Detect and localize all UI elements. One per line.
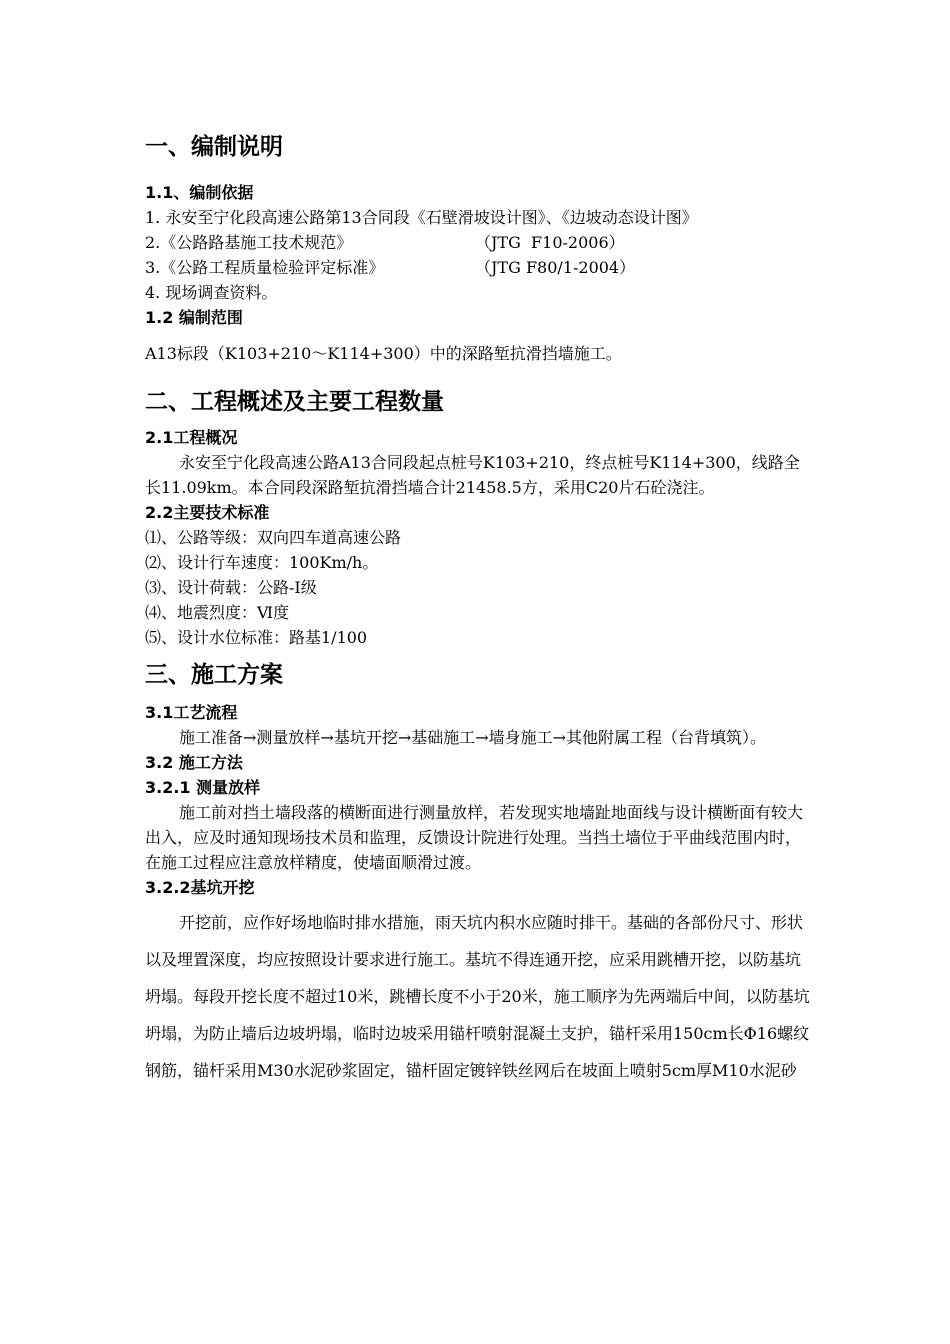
standard-item-2: ⑵、设计行车速度：100Km/h。 [145, 553, 379, 572]
basis-item-2-code: （JTG F10-2006） [475, 233, 625, 252]
basis-item-2 [145, 230, 810, 255]
process-flow-text: 施工准备→测量放样→基坑开挖→基础施工→墙身施工→其他附属工程（台背填筑）。 [179, 728, 767, 747]
basis-item-2-name: 2.《公路路基施工技术规范》 [145, 233, 353, 252]
section-1-1-title: 1.1、编制依据 [145, 183, 254, 202]
section-1-title: 一、编制说明 [145, 134, 283, 160]
scope-text: A13标段（K103+210～K114+300）中的深路堑抗滑挡墙施工。 [145, 344, 622, 363]
standard-item-5: ⑸、设计水位标准：路基1/100 [145, 628, 368, 647]
overview-text: 永安至宁化段高速公路A13合同段起点桩号K103+210，终点桩号K114+300，线路全长11.09km。本合同段深路堑抗滑挡墙合计21458.5方，采用C20片石砼浇注。 [145, 453, 800, 497]
section-3-2-1-title: 3.2.1 测量放样 [145, 778, 261, 797]
basis-item-1: 1. 永安至宁化段高速公路第13合同段《石壁滑坡设计图》、《边坡动态设计图》 [145, 208, 698, 227]
section-3-title: 三、施工方案 [145, 662, 283, 688]
survey-text: 施工前对挡土墙段落的横断面进行测量放样，若发现实地墙趾地面线与设计横断面有较大出入，应及时通知现场技术员和监理，反馈设计院进行处理。当挡土墙位于平曲线范围内时，在施工过程应注意放样精度，使墙面顺滑过渡。 [145, 803, 804, 872]
standard-item-3: ⑶、设计荷载：公路-Ⅰ级 [145, 578, 317, 597]
standard-item-1: ⑴、公路等级：双向四车道高速公路 [145, 528, 402, 547]
basis-item-3-name: 3.《公路工程质量检验评定标准》 [145, 258, 385, 277]
section-1-2-title: 1.2 编制范围 [145, 308, 243, 327]
section-3-2-title: 3.2 施工方法 [145, 753, 243, 772]
section-2-1-title: 2.1工程概况 [145, 428, 238, 447]
section-3-1-title: 3.1工艺流程 [145, 703, 238, 722]
excavation-text: 开挖前，应作好场地临时排水措施，雨天坑内积水应随时排干。基础的各部份尺寸、形状以及埋置深度，均应按照设计要求进行施工。基坑不得连通开挖，应采用跳槽开挖，以防基坑坍塌。每段开挖长度不超过10米，跳槽长度不小于20米，施工顺序为先两端后中间，以防基坑坍塌，为防止墙后边坡坍塌，临时边坡采用锚杆喷射混凝土支护，锚杆采用150cm长Φ16螺纹钢筋，锚杆采用M30水泥砂浆固定，锚杆固定镀锌铁丝网后在坡面上喷射5cm厚M10水泥砂 [145, 913, 810, 1080]
standard-item-4: ⑷、地震烈度：Ⅵ度 [145, 603, 290, 622]
basis-item-3 [145, 255, 810, 280]
section-2-title: 二、工程概述及主要工程数量 [145, 389, 444, 415]
section-3-2-2-title: 3.2.2基坑开挖 [145, 878, 255, 897]
basis-item-4: 4. 现场调查资料。 [145, 283, 278, 302]
section-2-2-title: 2.2主要技术标准 [145, 503, 270, 522]
basis-item-3-code: （JTG F80/1-2004） [475, 258, 636, 277]
document-page [145, 132, 810, 1089]
